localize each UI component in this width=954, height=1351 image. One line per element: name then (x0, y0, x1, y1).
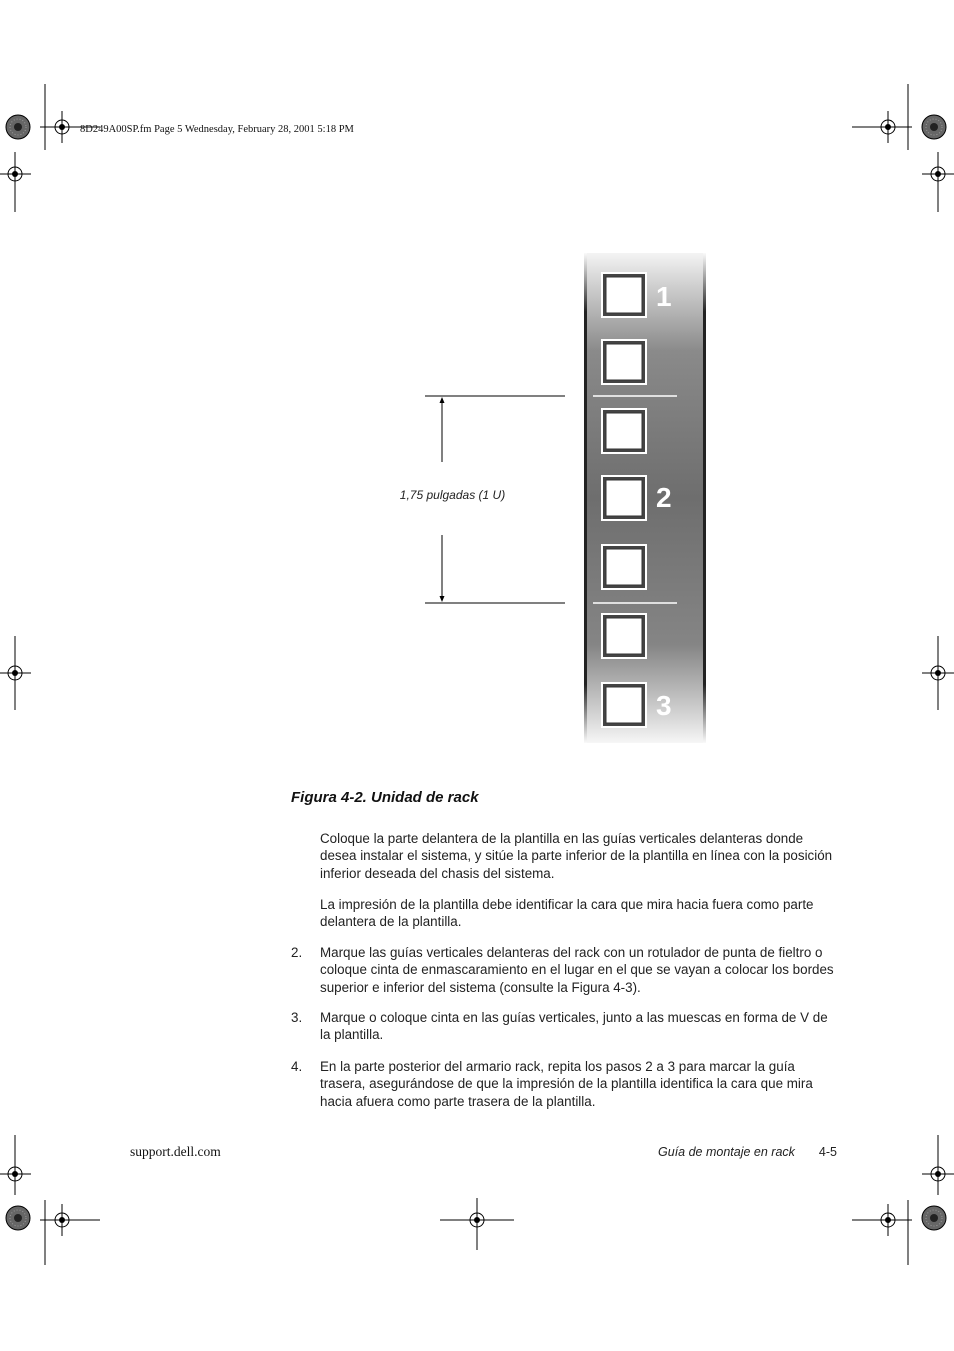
footer-doc-title: Guía de montaje en rack (658, 1145, 795, 1159)
list-item-text: Marque las guías verticales delanteras del rack con un rotulador de punta de fieltro o coloque cinta de enmascaramiento en el lugar en el que se vayan a colocar los bordes superior e inferior del sistema (consulte la Figura 4-3). (320, 945, 834, 995)
list-item-text: Marque o coloque cinta en las guías verticales, junto a las muescas en forma de V de la plantilla. (320, 1010, 828, 1043)
crop-mark-bottom-center (440, 1198, 514, 1250)
list-item-number: 2. (291, 945, 303, 960)
dimension-label: 1,75 pulgadas (1 U) (399, 488, 506, 502)
page-number: 4-5 (818, 1145, 837, 1159)
paragraph-1: Coloque la parte delantera de la plantilla en las guías verticales delanteras donde desea instalar el sistema, y sitúe la parte inferior de la plantilla en línea con la posición inferior deseada del chasis del sistema. (320, 831, 833, 881)
crop-mark-bottom-right (852, 1135, 954, 1265)
rack-unit-label-2: 2 (656, 482, 672, 513)
rack-unit-label-3: 3 (656, 690, 672, 721)
rack-unit-label-1: 1 (656, 281, 672, 312)
crop-mark-mid-left (0, 636, 31, 710)
rack-hole (602, 273, 646, 317)
list-item-text: En la parte posterior del armario rack, repita los pasos 2 a 3 para marcar la guía trasera, asegurándose de que la impresión de la plantilla identifica la cara que mira hacia afuera como parte trasera de la plantilla. (320, 1059, 813, 1109)
crop-mark-top-right (852, 84, 954, 212)
footer-website: support.dell.com (130, 1144, 221, 1159)
footer-right (658, 1145, 837, 1159)
file-info-header: 8D249A00SP.fm Page 5 Wednesday, February 28, 2001 5:18 PM (80, 124, 354, 135)
rack-hole (602, 340, 646, 384)
list-item-number: 4. (291, 1059, 303, 1074)
rack-holes (602, 273, 646, 727)
crop-mark-top-left (0, 84, 100, 212)
crop-mark-bottom-left (0, 1135, 100, 1265)
rack-hole (602, 545, 646, 589)
figure-caption: Figura 4-2. Unidad de rack (291, 789, 479, 806)
rack-hole (602, 683, 646, 727)
rack-hole (602, 476, 646, 520)
list-item-number: 3. (291, 1010, 303, 1025)
paragraph-2: La impresión de la plantilla debe identificar la cara que mira hacia fuera como parte delantera de la plantilla. (320, 897, 814, 930)
crop-mark-mid-right (922, 636, 954, 710)
rack-hole (602, 409, 646, 453)
rack-rail-figure (584, 253, 706, 743)
rack-hole (602, 614, 646, 658)
